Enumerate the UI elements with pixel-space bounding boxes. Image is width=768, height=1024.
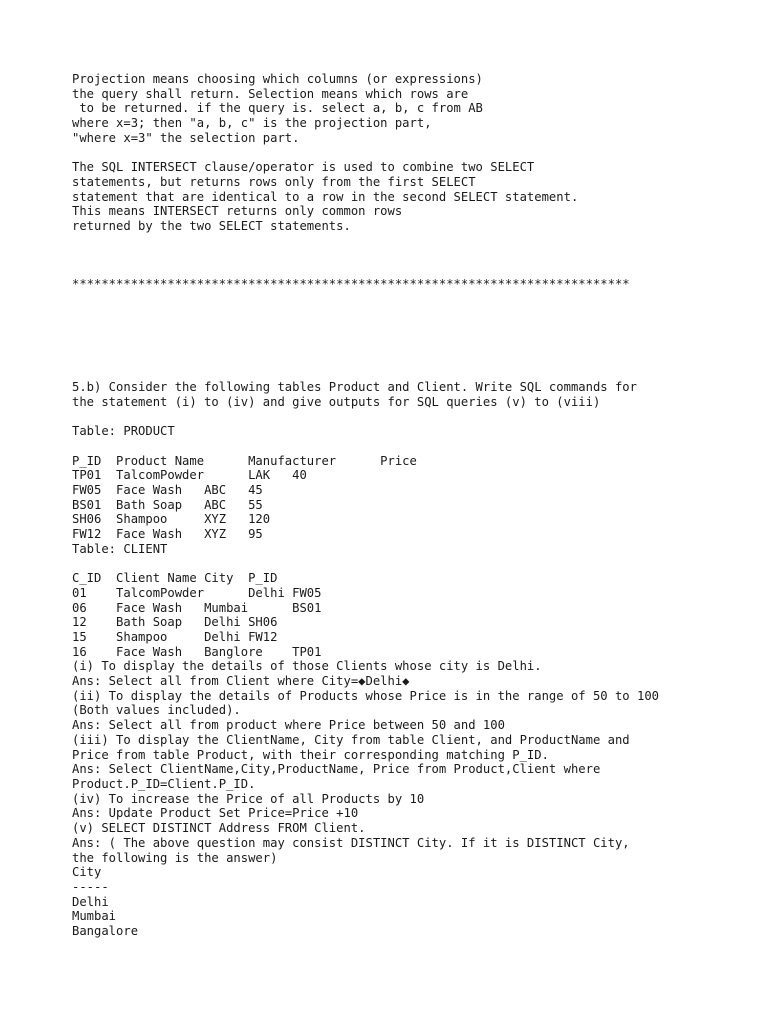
intro-paragraphs: Projection means choosing which columns (or expressions) the query shall return. Selection means which rows are to be returned. if the query is. select a, b, c from AB where x=3; then "a, b, c" is the projection part, "where x=3" the selection part. The SQL INTERSECT clause/operator is used to combine two SELECT statements, but returns rows only from the first SELECT statement that are identical to a row in the second SELECT statement. This means INTERSECT returns only common rows returned by the two SELECT statements. [72,72,579,234]
question-section: 5.b) Consider the following tables Product and Client. Write SQL commands for the statement (i) to (iv) and give outputs for SQL queries (v) to (viii) Table: PRODUCT P_ID Product Name Manufacturer Price TP01 TalcomPowder LAK 40 FW05 Face Wash ABC 45 BS01 Bath Soap ABC 55 SH06 Shampoo XYZ 120 FW12 Face Wash XYZ 95 Table: CLIENT C_ID Client Name City P_ID 01 TalcomPowder Delhi FW05 06 Face Wash Mumbai BS01 12 Bath Soap Delhi SH06 15 Shampoo Delhi FW12 16 Face Wash Banglore TP01 (i) To display the details of those Clients whose city is Delhi. Ans: Select all from Client where City=◆Delhi◆ (ii) To display the details of Products whose Price is in the range of 50 to 100 (Both values included). Ans: Select all from product where Price between 50 and 100 (iii) To display the ClientName, City from table Client, and ProductName and Price from table Product, with their corresponding matching P_ID. Ans: Select ClientName,City,ProductName, Price from Product,Client where Product.P_ID=Client.P_ID. (iv) To increase the Price of all Products by 10 Ans: Update Product Set Price=Price +10 (v) SELECT DISTINCT Address FROM Client. Ans: ( The above question may consist DISTINCT City. If it is DISTINCT City, the following is the answer) City ----- Delhi Mumbai Bangalore [72,380,659,939]
separator-line: **************************************************************************** [72,277,630,291]
